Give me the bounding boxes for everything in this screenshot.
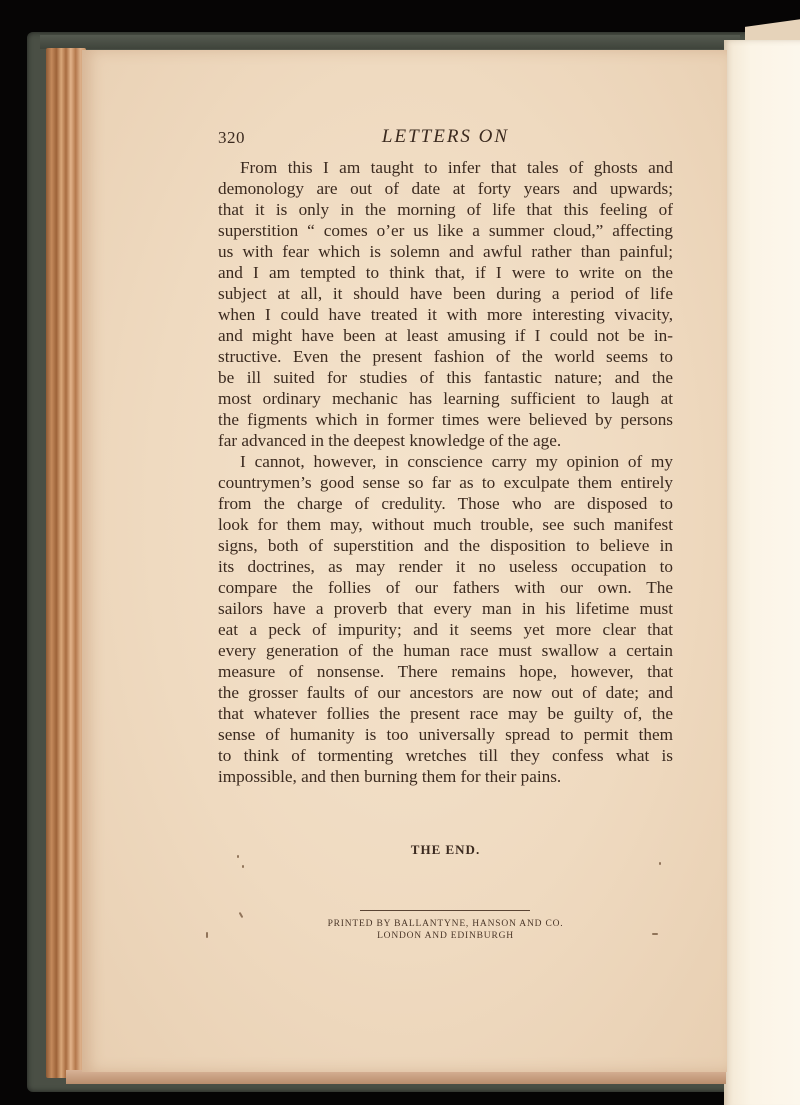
foxing-spot [659,862,661,865]
text-line: impossible, and then burning them for their pains. [218,767,562,786]
text-line: the figments which in former times were believed by persons [218,410,673,429]
text-line: subject at all, it should have been during a period of life [218,284,673,303]
facing-page [724,40,800,1105]
text-line: that whatever follies the present race may be guilty of, the [218,704,673,723]
imprint-divider [360,910,530,911]
page-number: 320 [218,128,245,147]
text-line: sailors have a proverb that every man in his lifetime must [218,599,673,618]
paragraph-2 [218,451,673,787]
text-line: when I could have treated it with more interesting vivacity, [218,305,673,324]
page-bottom-edge [66,1070,726,1084]
foxing-spot [206,932,208,938]
text-line: signs, both of superstition and the disposition to believe in [218,536,673,555]
text-line: and I am tempted to think that, if I were to write on the [218,263,673,282]
text-line: from the charge of credulity. Those who are disposed to [218,494,673,513]
text-line: be ill suited for studies of this fantastic nature; and the [218,368,673,387]
page-text-block [218,125,673,787]
text-line: countrymen’s good sense so far as to exculpate them entirely [218,473,673,492]
printer-imprint [218,918,673,942]
text-line: most ordinary mechanic has learning sufficient to laugh at [218,389,673,408]
text-line: look for them may, without much trouble, see such manifest [218,515,673,534]
text-line: every generation of the human race must swallow a certain [218,641,673,660]
running-head-title: LETTERS ON [381,126,510,147]
text-line: sense of humanity is too universally spread to permit them [218,725,673,744]
text-line: superstition “ comes o’er us like a summer cloud,” affecting [218,221,673,240]
cover-top-edge [40,35,740,49]
text-line: From this I am taught to infer that tales of ghosts and [240,158,673,177]
foxing-spot [242,865,244,868]
text-line: demonology are out of date at forty years and upwards; [218,179,673,198]
imprint-line-1: PRINTED BY BALLANTYNE, HANSON AND CO. [327,919,564,929]
the-end-heading: THE END. [410,842,481,857]
text-line: measure of nonsense. There remains hope, however, that [218,662,673,681]
text-line: structive. Even the present fashion of the world seems to [218,347,673,366]
text-line: far advanced in the deepest knowledge of the age. [218,431,562,450]
imprint-line-2: LONDON AND EDINBURGH [377,931,514,941]
text-line: and might have been at least amusing if I could not be in- [218,326,673,345]
paragraph-1 [218,157,673,451]
page-stack-edge [46,48,86,1078]
text-line: compare the follies of our fathers with our own. The [218,578,673,597]
text-line: to think of tormenting wretches till they confess what is [218,746,673,765]
text-line: us with fear which is solemn and awful rather than painful; [218,242,673,261]
text-line: its doctrines, as may render it no useless occupation to [218,557,673,576]
running-head [218,125,673,153]
text-line: eat a peck of impurity; and it seems yet more clear that [218,620,673,639]
text-line: the grosser faults of our ancestors are now out of date; and [218,683,673,702]
text-line: that it is only in the morning of life that this feeling of [218,200,673,219]
text-line: I cannot, however, in conscience carry my opinion of my [240,452,673,471]
